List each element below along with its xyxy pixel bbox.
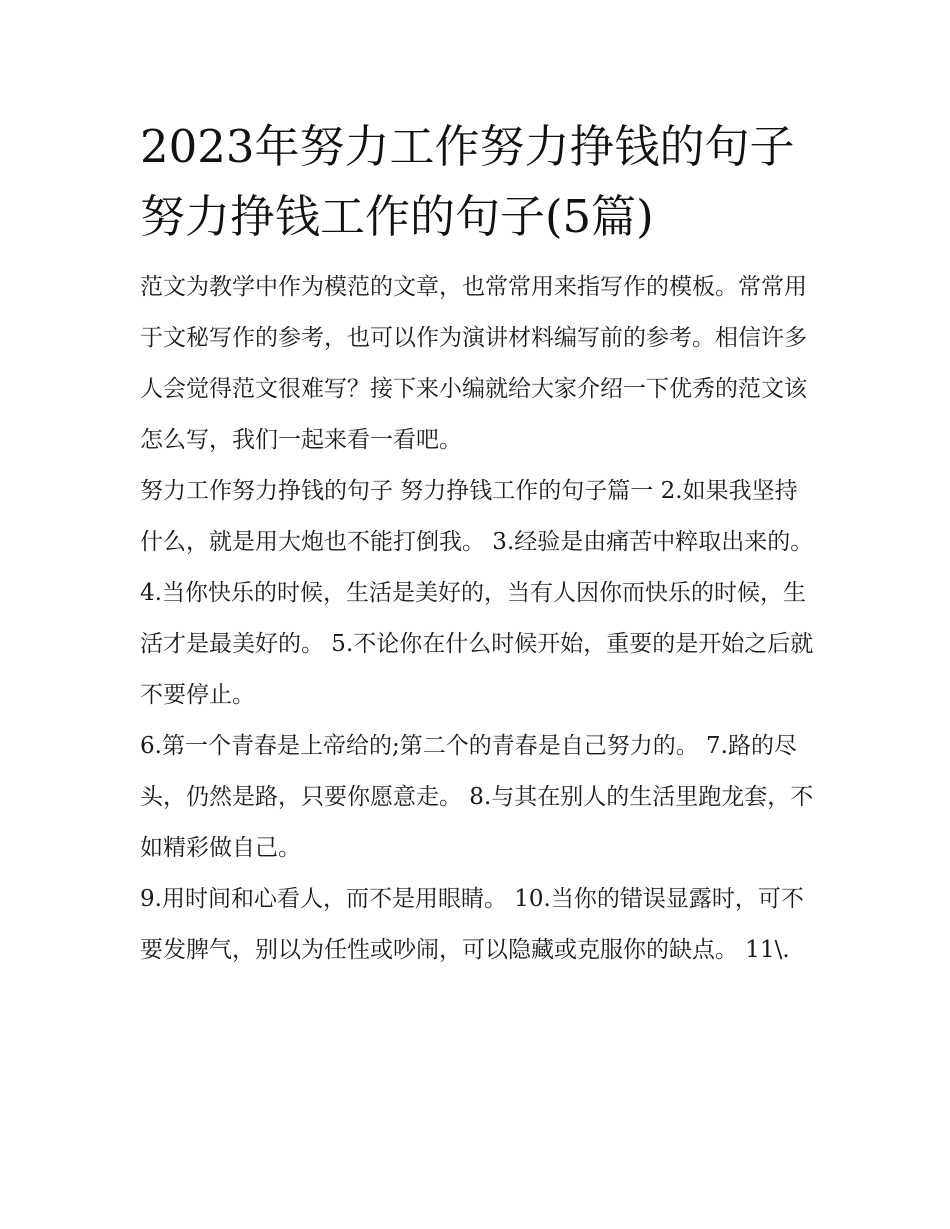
body-paragraph: 4.当你快乐的时候，生活是美好的，当有人因你而快乐的时候，生活才是最美好的。 5.不论你在什么时候开始，重要的是开始之后就不要停止。 (140, 580, 814, 708)
body-paragraph: 9.用时间和心看人，而不是用眼睛。 10.当你的错误显露时，可不要发脾气，别以为任性或吵闹，可以隐藏或克服你的缺点。 11\. (140, 886, 804, 963)
body-paragraph: 6.第一个青春是上帝给的;第二个的青春是自己努力的。 7.路的尽头，仍然是路，只要你愿意走。 8.与其在别人的生活里跑龙套，不如精彩做自己。 (140, 733, 814, 861)
document-title: 2023年努力工作努力挣钱的句子 努力挣钱工作的句子(5篇) (140, 120, 795, 243)
document-body (140, 112, 815, 976)
intro-paragraph: 范文为教学中作为模范的文章，也常常用来指写作的模板。常常用于文秘写作的参考，也可以作为演讲材料编写前的参考。相信许多人会觉得范文很难写？接下来小编就给大家介绍一下优秀的范文该怎么写，我们一起来看一看吧。 (140, 274, 807, 453)
body-paragraph: 努力工作努力挣钱的句子 努力挣钱工作的句子篇一 2.如果我坚持什么，就是用大炮也不能打倒我。 3.经验是由痛苦中粹取出来的。 (140, 478, 814, 555)
